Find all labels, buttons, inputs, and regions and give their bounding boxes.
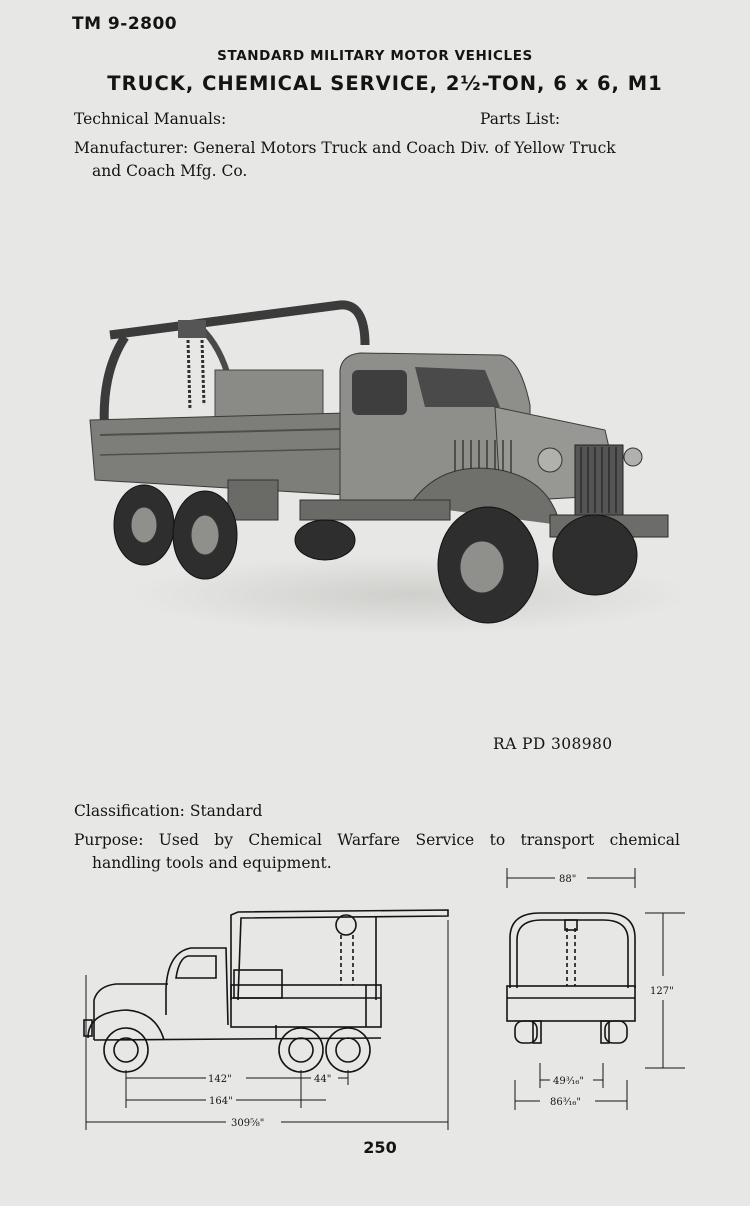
technical-manuals-label: Technical Manuals: [74, 110, 227, 128]
dim-164: 164" [209, 1096, 233, 1107]
manufacturer-line2: and Coach Mfg. Co. [92, 162, 248, 180]
dim-width: 88" [559, 874, 577, 885]
purpose-line2: handling tools and equipment. [92, 854, 332, 872]
classification: Classification: Standard [74, 802, 263, 820]
vehicle-title: TRUCK, CHEMICAL SERVICE, 2½-TON, 6 x 6, M1 [107, 72, 663, 95]
manufacturer-paragraph [74, 137, 679, 183]
dim-tread-outer: 86³⁄₁₆" [550, 1097, 582, 1108]
manual-number: TM 9-2800 [72, 14, 178, 34]
dim-height: 127" [650, 986, 674, 997]
rear-view-drawing [495, 858, 695, 1113]
series-title: STANDARD MILITARY MOTOR VEHICLES [217, 48, 533, 64]
dim-142: 142" [208, 1074, 232, 1085]
truck-photo [80, 295, 680, 640]
dim-tread-inner: 49³⁄₁₆" [553, 1076, 585, 1087]
page-number: 250 [363, 1138, 397, 1157]
manufacturer-line1: Manufacturer: General Motors Truck and Coach Div. of Yellow Truck [74, 139, 616, 157]
dim-44: 44" [314, 1074, 332, 1085]
side-view-drawing [76, 880, 456, 1138]
purpose-line1: Purpose: Used by Chemical Warfare Service to transport chemical [74, 831, 680, 849]
parts-list-label: Parts List: [480, 110, 561, 128]
dim-overall-length: 309⅝" [231, 1118, 265, 1129]
photo-caption: RA PD 308980 [493, 735, 613, 753]
